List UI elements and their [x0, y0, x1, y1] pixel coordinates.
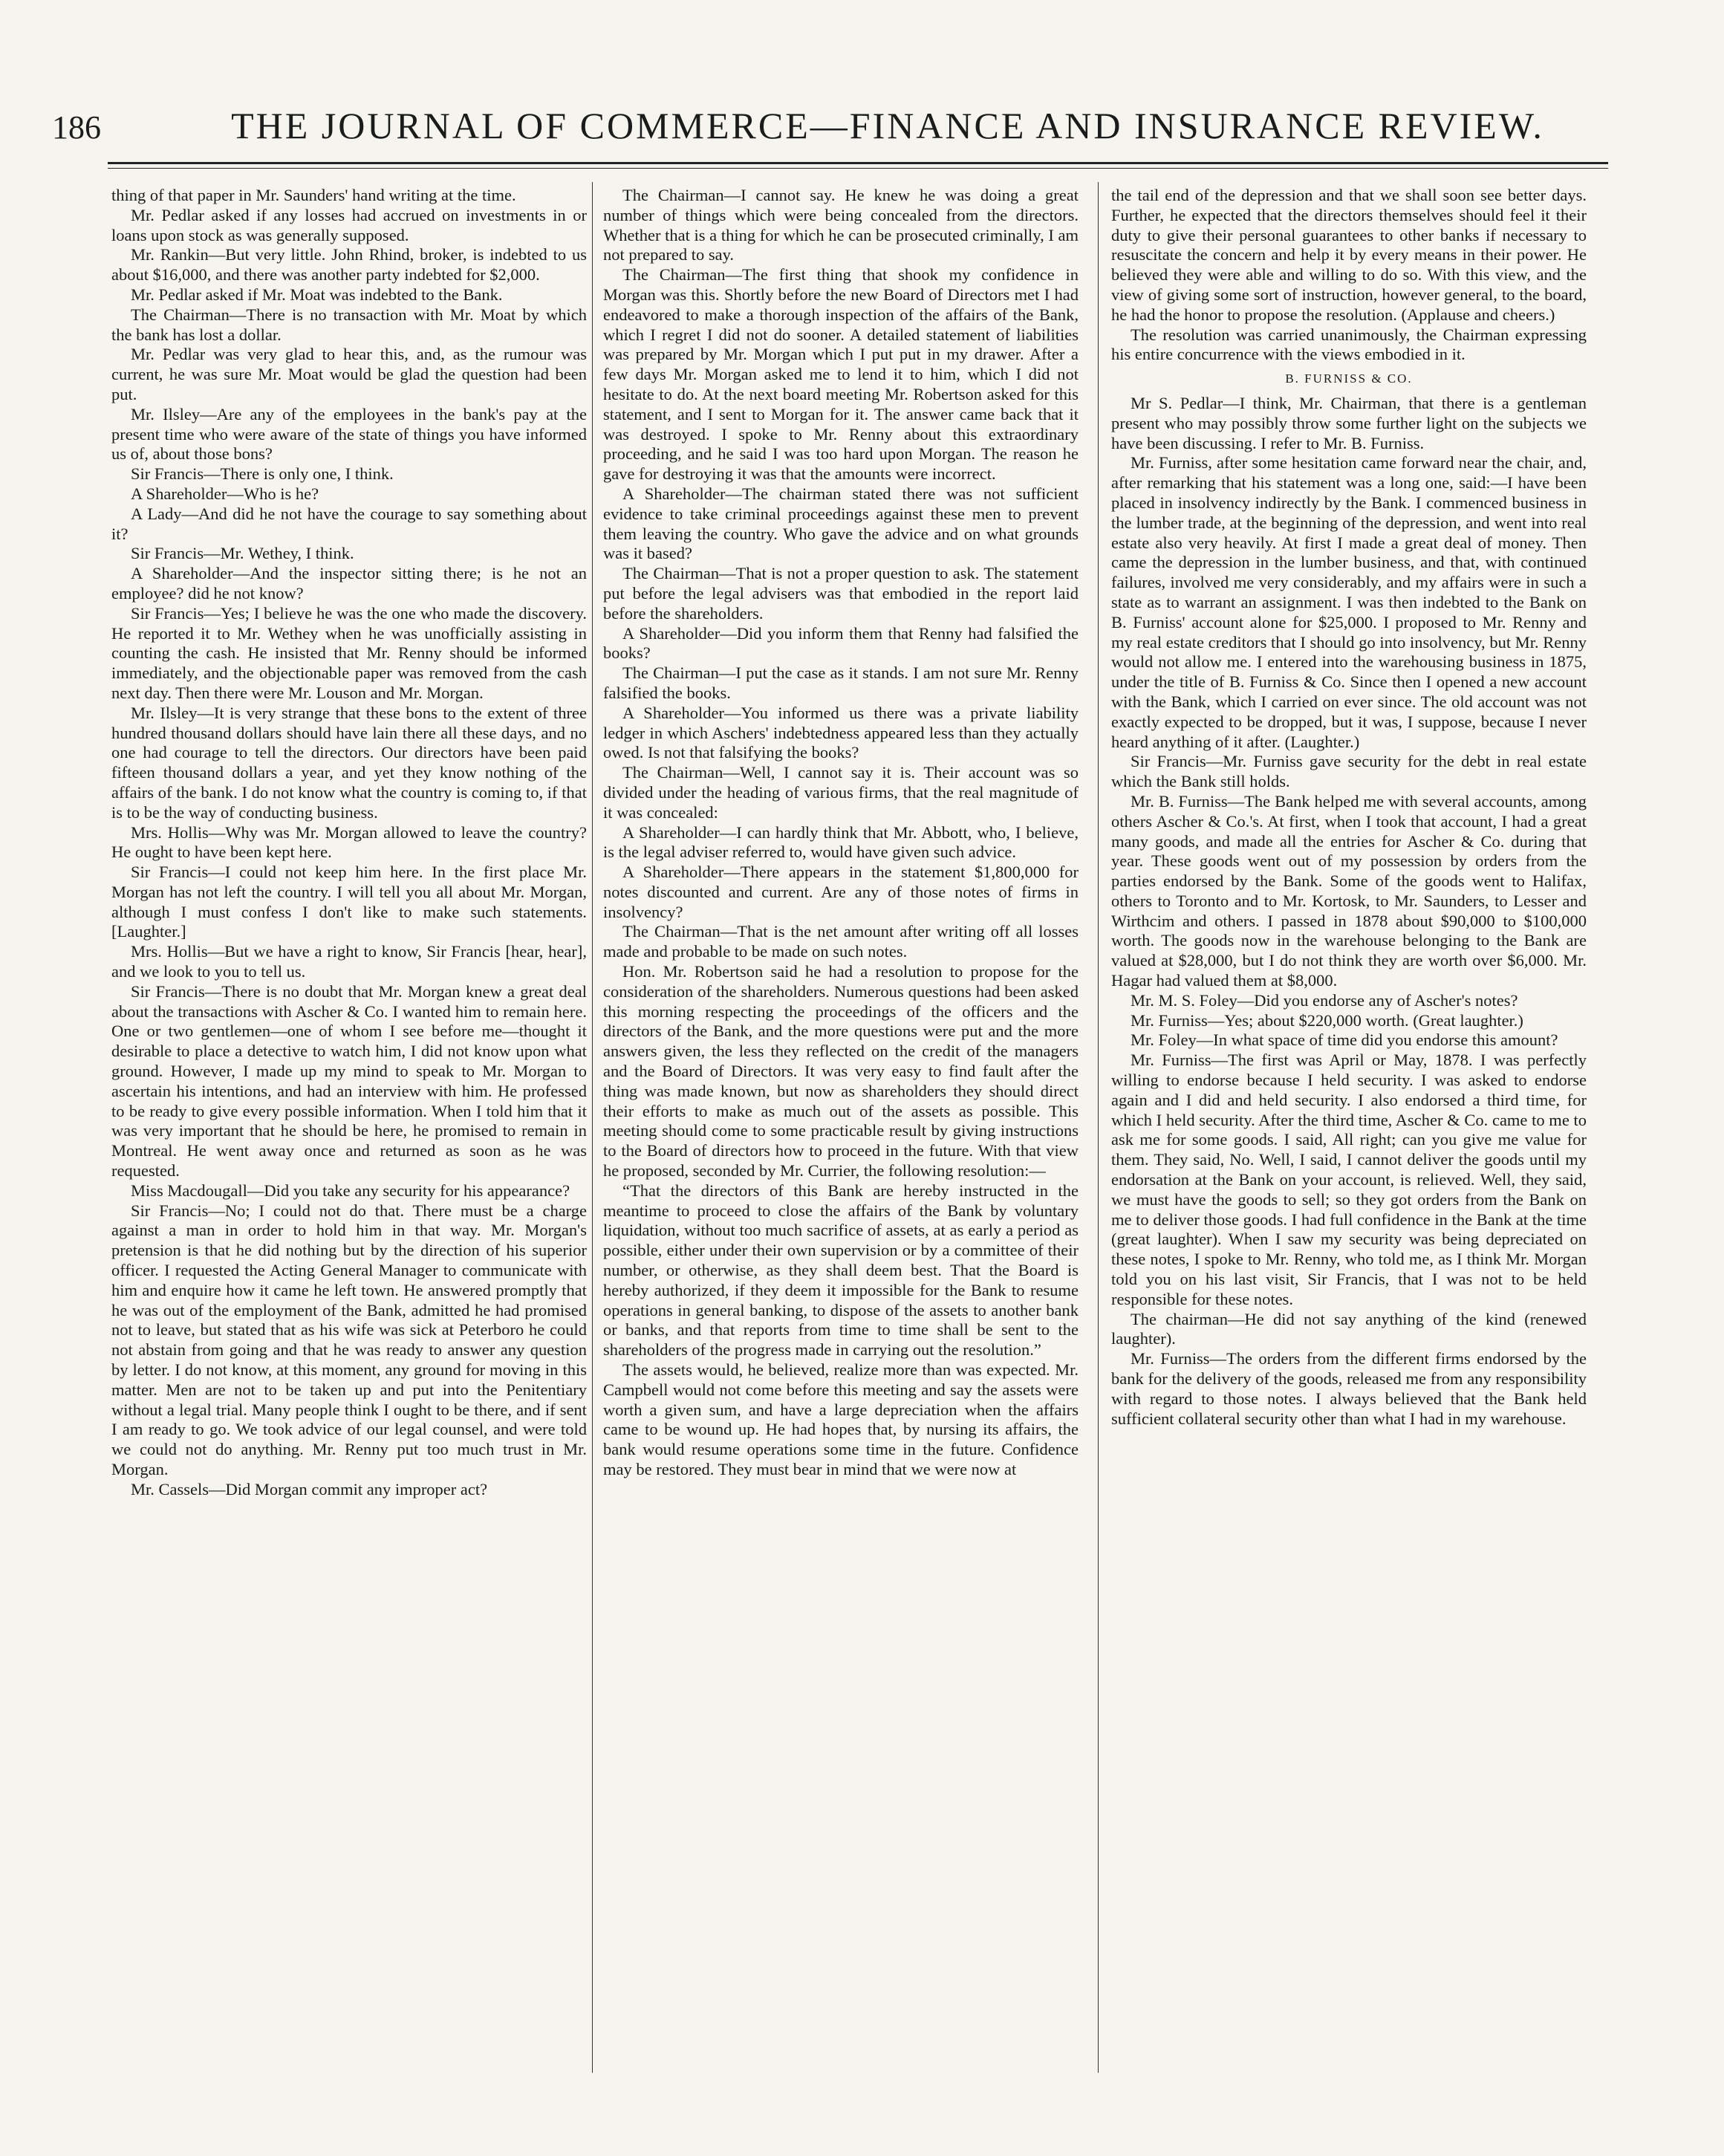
paragraph: thing of that paper in Mr. Saunders' hand writing at the time. [111, 186, 516, 204]
paragraph: The Chairman—I cannot say. He knew he was doing a great number of things which were being concealed from the directors. Whether that is a thing for which he can be prosecuted criminally, I am not prepared to say. [603, 186, 1079, 264]
paragraph: The resolution was carried unanimously, the Chairman expressing his entire concurrence with the views embodied in it. [1111, 325, 1587, 364]
paragraph: Sir Francis—Mr. Furniss gave security for the debt in real estate which the Bank still holds. [1111, 752, 1587, 791]
paragraph: Sir Francis—Yes; I believe he was the one who made the discovery. He reported it to Mr. Wethey when he was unofficially assisting in counting the cash. He insisted that Mr. Renny should be informed immediately, and the objectionable paper was removed from the cash next day. Then there were Mr. Louson and Mr. Morgan. [111, 603, 587, 702]
paragraph: Mr. Furniss—The first was April or May, 1878. I was perfectly willing to endorse because I held security. I was asked to endorse again and I did and held security. I also endorsed a third time, for which I held security. After the third time, Ascher & Co. came to me to ask me for some goods. I said, All right; can you give me value for them. They said, No. Well, I said, I cannot deliver the goods until my endorsation at the Bank on your account, is relieved. Well, they said, we must have the goods to sell; so they got orders from the Bank on me to deliver those goods. I had full confidence in the Bank at the time (great laughter). When I saw my security was being depreciated on these notes, I spoke to Mr. Renny, who told me, as I think Mr. Morgan told you on his last visit, Sir Francis, that I was not to be held responsible for these notes. [1111, 1051, 1587, 1308]
paragraph: Mr. Pedlar asked if any losses had accrued on investments in or loans upon stock as was generally supposed. [111, 205, 587, 244]
paragraph: Mr. Furniss—The orders from the different firms endorsed by the bank for the delivery of the goods, released me from any responsibility with regard to those notes. I always believed that the Bank held sufficient collateral security other than what I had in my warehouse. [1111, 1349, 1587, 1428]
paragraph: Mr. Rankin—But very little. John Rhind, broker, is indebted to us about $16,000, and there was another party indebted for $2,000. [111, 245, 587, 285]
column-1 [111, 186, 587, 2073]
paragraph: A Shareholder—You informed us there was a private liability ledger in which Aschers' indebtedness appeared less than they actually owed. Is not that falsifying the books? [603, 703, 1079, 762]
column-3 [1111, 186, 1587, 2073]
paragraph: Sir Francis—I could not keep him here. In the first place Mr. Morgan has not left the country. I will tell you all about Mr. Morgan, although I must confess I don't like to make such statements. [Laughter.] [111, 863, 587, 941]
paragraph: Sir Francis—Mr. Wethey, I think. [131, 544, 354, 563]
paragraph: The Chairman—Well, I cannot say it is. Their account was so divided under the heading of various firms, that the real magnitude of it was concealed: [603, 763, 1079, 822]
paragraph: A Lady—And did he not have the courage to say something about it? [111, 504, 587, 543]
paragraph: “That the directors of this Bank are hereby instructed in the meantime to proceed to close the affairs of the Bank by voluntary liquidation, without too much sacrifice of assets, at as early a period as possible, either under their own supervision or by a committee of their number, or otherwise, as they shall deem best. That the Board is hereby authorized, if they deem it impossible for the Bank to resume operations in general banking, to dispose of the assets to another bank or banks, and that reports from time to time shall be sent to the shareholders of the progress made in carrying out the resolution.” [603, 1181, 1079, 1360]
header-rule-thick [108, 162, 1608, 164]
paragraph: A Shareholder—Who is he? [131, 484, 319, 503]
header-rule-thin [108, 168, 1608, 169]
paragraph: The Chairman—The first thing that shook my confidence in Morgan was this. Shortly before the new Board of Directors met I had endeavored to make a thorough inspection of the affairs of the Bank, which I regret I did not do sooner. A detailed statement of liabilities was prepared by Mr. Morgan which I put put in my drawer. After a few days Mr. Morgan asked me to lend it to him, which I did not hesitate to do. At the next board meeting Mr. Robertson asked for this statement, and I sent to Morgan for it. The answer came back that it was destroyed. I spoke to Mr. Renny about this extraordinary proceeding, and he said I was too hard upon Morgan. The reason he gave for destroying it was that the amounts were incorrect. [603, 265, 1079, 484]
paragraph: A Shareholder—And the inspector sitting there; is he not an employee? did he not know? [111, 564, 587, 603]
paragraph: Sir Francis—There is no doubt that Mr. Morgan knew a great deal about the transactions with Ascher & Co. I wanted him to remain here. One or two gentlemen—one of whom I see before me—thought it desirable to place a detective to watch him, I did not know upon what ground. However, I made up my mind to speak to Mr. Morgan to ascertain his intentions, and had an interview with him. He professed to be ready to give every possible information. When I told him that it was very important that he should be here, he promised to remain in Montreal. He went away once and returned as soon as he was requested. [111, 981, 587, 1181]
paragraph: Mr S. Pedlar—I think, Mr. Chairman, that there is a gentleman present who may possibly throw some further light on the subjects we have been discussing. I refer to Mr. B. Furniss. [1111, 393, 1587, 452]
paragraph: The chairman—He did not say anything of the kind (renewed laughter). [1111, 1309, 1587, 1348]
paragraph: Hon. Mr. Robertson said he had a resolution to propose for the consideration of the shareholders. Numerous questions had been asked this morning respecting the proceedings of the officers and the directors of the Bank, and the more questions were put and the more answers given, the less they reflected on the credit of the managers and the Board of Directors. It was very easy to find fault after the thing was made known, but now as shareholders they should direct their efforts to make as much out of the assets as possible. This meeting should come to some practicable result by giving instructions to the Board of directors how to proceed in the future. With that view he proposed, seconded by Mr. Currier, the following resolution:— [603, 962, 1079, 1181]
page-number: 186 [52, 109, 101, 146]
paragraph: Mr. M. S. Foley—Did you endorse any of Ascher's notes? [1131, 990, 1518, 1010]
paragraph: A Shareholder—There appears in the statement $1,800,000 for notes discounted and current. Are any of those notes of firms in insolvency? [603, 863, 1079, 921]
paragraph: Sir Francis—There is only one, I think. [131, 464, 394, 484]
paragraph: Mrs. Hollis—Why was Mr. Morgan allowed to leave the country? He ought to have been kept here. [111, 822, 587, 862]
journal-title: THE JOURNAL OF COMMERCE—FINANCE AND INSURANCE REVIEW. [231, 105, 1544, 146]
page-header [52, 104, 1634, 156]
paragraph: The Chairman—I put the case as it stands. I am not sure Mr. Renny falsified the books. [603, 663, 1079, 702]
paragraph: Mr. Pedlar was very glad to hear this, and, as the rumour was current, he was sure Mr. Moat would be glad the question had been put. [111, 345, 587, 403]
paragraph: Sir Francis—No; I could not do that. There must be a charge against a man in order to hold him in that way. Mr. Morgan's pretension is that he did nothing but by the direction of his superior officer. I requested the Acting General Manager to communicate with him and enquire how it came he left town. He answered promptly that he was out of the employment of the Bank, admitted he had promised not to leave, but stated that as his wife was sick at Peterboro he could not abstain from going and that he was ready to answer any question by letter. I do not know, at this moment, any ground for moving in this matter. Men are not to be taken up and put into the Penitentiary without a legal trial. Many people think I ought to be there, and if sent I am ready to go. We took advice of our legal counsel, and were told we could not do anything. Mr. Renny put too much trust in Mr. Morgan. [111, 1201, 587, 1478]
paragraph: The assets would, he believed, realize more than was expected. Mr. Campbell would not come before this meeting and say the assets were worth a given sum, and have a large depreciation when the affairs came to be wound up. He had hopes that, by nursing its affairs, the bank would resume operations some time in the future. Confidence may be restored. They must bear in mind that we were now at [603, 1360, 1079, 1478]
paragraph: The Chairman—That is the net amount after writing off all losses made and probable to be made on such notes. [603, 922, 1079, 961]
paragraph: Mr. Ilsley—Are any of the employees in the bank's pay at the present time who were aware of the state of things you have informed us of, about those bons? [111, 404, 587, 464]
paragraph: Miss Macdougall—Did you take any security for his appearance? [131, 1181, 570, 1200]
section-heading: B. FURNISS & CO. [1285, 371, 1413, 386]
paragraph: the tail end of the depression and that we shall soon see better days. Further, he expected that the directors themselves should feel it their duty to give their personal guarantees to other banks if necessary to resuscitate the concern and help it by every means in their power. He believed they were able and willing to do so. With this view, and the view of giving some sort of instruction, however general, to the board, he had the honor to propose the resolution. (Applause and cheers.) [1111, 186, 1587, 324]
paragraph: A Shareholder—I can hardly think that Mr. Abbott, who, I believe, is the legal adviser referred to, would have given such advice. [603, 822, 1079, 862]
paragraph: A Shareholder—Did you inform them that Renny had falsified the books? [603, 623, 1079, 663]
paragraph: Mr. Pedlar asked if Mr. Moat was indebted to the Bank. [131, 285, 503, 304]
paragraph: Mr. B. Furniss—The Bank helped me with several accounts, among others Ascher & Co.'s. At first, when I took that account, I had a great many goods, and made all the entries for Ascher & Co. during that year. These goods went out of my possession by orders from the parties endorsed by the Bank. Some of the goods went to Halifax, others to Toronto and to Mr. Kortosk, to Mr. Saunders, to Lesser and Wirthcim and others. I passed in 1878 about $90,000 to $100,000 worth. The goods now in the warehouse belonging to the Bank are valued at $28,000, but I do not think they are worth over $6,000. Mr. Hagar had valued them at $8,000. [1111, 791, 1587, 990]
paragraph: Mr. Furniss, after some hesitation came forward near the chair, and, after remarking that his statement was a long one, said:—I have been placed in insolvency indirectly by the Bank. I commenced business in the lumber trade, at the beginning of the depression, and went into real estate also very heavily. At first I made a great deal of money. Then came the depression in the lumber business, and that, with continued failures, involved me very considerably, and my affairs were in such a state as to warrant an assignment. I was then indebted to the Bank on B. Furniss' account alone for $25,000. I proposed to Mr. Renny and my real estate creditors that I should go into insolvency, but Mr. Renny would not allow me. I entered into the warehousing business in 1875, under the title of B. Furniss & Co. Since then I opened a new account with the Bank, which I carried on ever since. The old account was not exactly expected to be dropped, but it was, I suppose, because I never heard anything of it after. (Laughter.) [1111, 453, 1587, 751]
column-divider [592, 182, 593, 2073]
paragraph: The Chairman—There is no transaction with Mr. Moat by which the bank has lost a dollar. [111, 305, 587, 344]
column-2 [603, 186, 1079, 2073]
paragraph: Mr. Cassels—Did Morgan commit any improper act? [131, 1479, 488, 1499]
paragraph: The Chairman—That is not a proper question to ask. The statement put before the legal advisers was that embodied in the report laid before the shareholders. [603, 564, 1079, 623]
paragraph: A Shareholder—The chairman stated there was not sufficient evidence to take criminal proceedings against these men to prevent them leaving the country. Who gave the advice and on what grounds was it based? [603, 484, 1079, 563]
paragraph: Mr. Ilsley—It is very strange that these bons to the extent of three hundred thousand dollars should have lain there all these days, and no one had courage to tell the directors. Our directors have been paid fifteen thousand dollars a year, and yet they know nothing of the affairs of the bank. I do not know what the country is coming to, if that is to be the way of conducting business. [111, 703, 587, 822]
paragraph: Mrs. Hollis—But we have a right to know, Sir Francis [hear, hear], and we look to you to tell us. [111, 942, 587, 981]
column-divider [1098, 182, 1099, 2073]
paragraph: Mr. Furniss—Yes; about $220,000 worth. (Great laughter.) [1131, 1010, 1523, 1030]
paragraph: Mr. Foley—In what space of time did you endorse this amount? [1131, 1030, 1558, 1050]
